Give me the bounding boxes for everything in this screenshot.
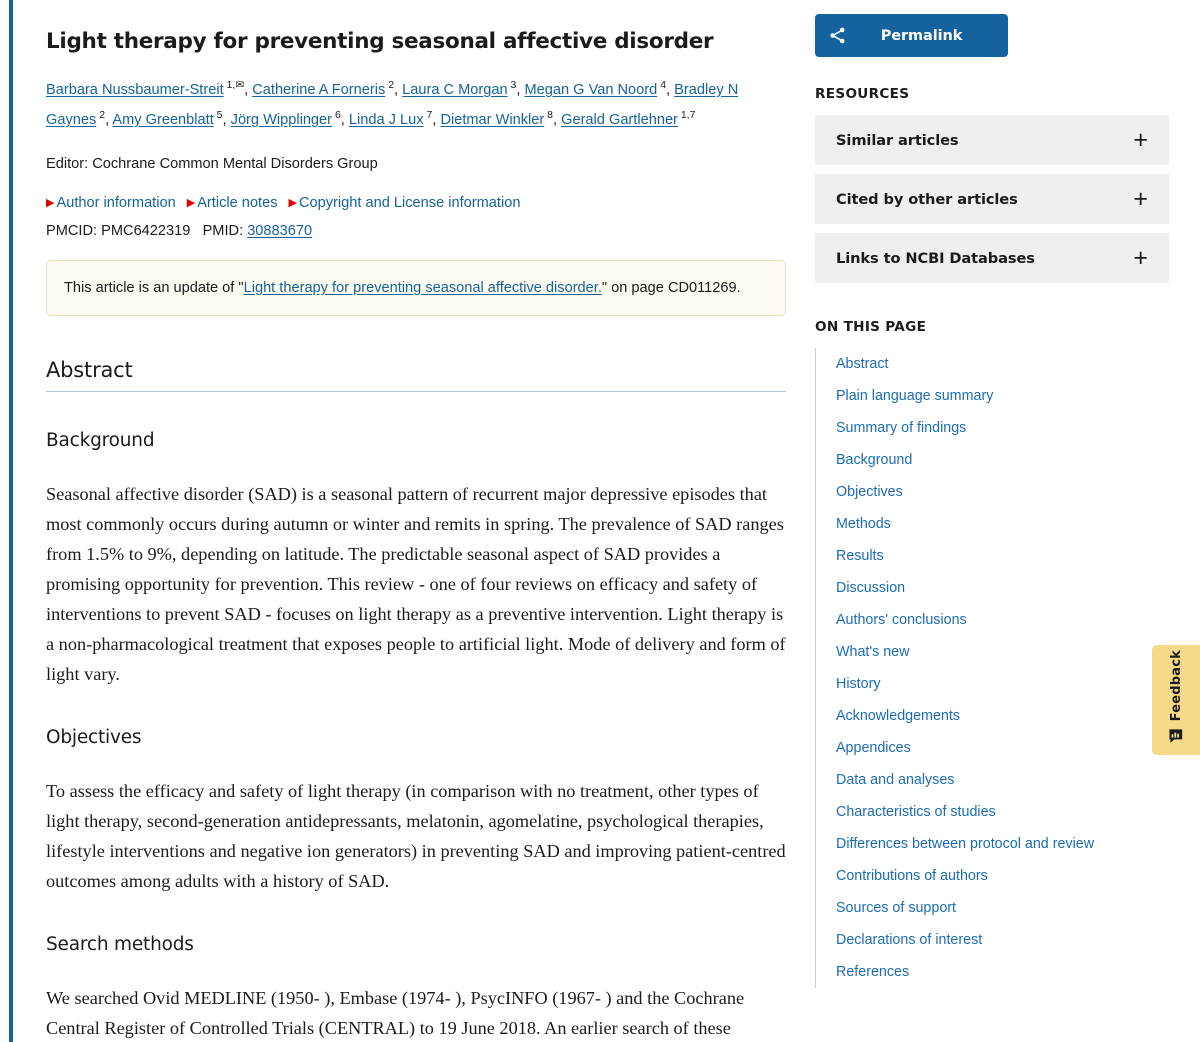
on-this-page-link[interactable]: History [836,676,881,692]
triangle-right-icon: ▶ [186,196,196,209]
pmid-label: PMID: [202,222,244,239]
on-this-page-link[interactable]: What's new [836,644,910,660]
on-this-page-item [816,508,1169,540]
abstract-subheading: Background [46,430,155,452]
author-separator: , [516,81,525,98]
author-separator: , [432,111,441,128]
abstract-body [46,430,786,1042]
author-affiliation-marker: 5 [213,109,223,122]
triangle-right-icon: ▶ [46,196,55,209]
author-link[interactable]: Gerald Gartlehner [561,111,678,128]
author-affiliation-marker: 1,7 [677,109,696,122]
author-link[interactable]: Laura C Morgan [402,81,508,98]
accordion-item[interactable] [815,174,1169,224]
on-this-page-link[interactable]: Summary of findings [836,420,967,436]
author-affiliation-marker: 2 [385,79,395,92]
on-this-page-link[interactable]: Differences between protocol and review [836,836,1095,852]
author-separator: , [105,111,113,128]
on-this-page-item [816,860,1169,892]
on-this-page-item [816,956,1169,988]
on-this-page-item [816,572,1169,604]
on-this-page-link[interactable]: References [836,964,910,980]
abstract-paragraph: Seasonal affective disorder (SAD) is a seasonal pattern of recurrent major depressive episodes that most commonly occurs during autumn or winter and remits in spring. The prevalence of SAD ranges from 1.5% to 9%, depending on latitude. The predictable seasonal aspect of SAD provides a promising opportunity for prevention. This review - one of four reviews on efficacy and safety of interventions to prevent SAD - focuses on light therapy as a preventive intervention. Light therapy is a non-pharmacological treatment that exposes people to artificial light. Mode of delivery and form of light vary. [46,484,786,685]
permalink-button[interactable] [815,14,1008,57]
on-this-page-link[interactable]: Abstract [836,356,889,372]
plus-icon[interactable]: + [1133,125,1148,154]
author-link[interactable]: Linda J Lux [348,111,424,128]
author-separator: , [553,111,562,128]
on-this-page-link[interactable]: Acknowledgements [836,708,960,724]
on-this-page-link[interactable]: Characteristics of studies [836,804,996,820]
on-this-page-item [816,796,1169,828]
author-link[interactable]: Bradley N Gaynes [46,81,739,128]
on-this-page-item [816,604,1169,636]
article-main-column [46,0,786,1042]
on-this-page-item [816,380,1169,412]
accordion-item[interactable] [815,233,1169,283]
chart-bubble-icon [1168,728,1185,750]
on-this-page-link[interactable]: Plain language summary [836,388,994,404]
author-link[interactable]: Megan G Van Noord [524,81,658,98]
on-this-page-item [816,348,1169,380]
triangle-right-icon: ▶ [288,196,297,209]
on-this-page-link[interactable]: Sources of support [836,900,957,916]
accordion-item-label: Links to NCBI Databases [836,249,1035,267]
author-link[interactable]: Catherine A Forneris [252,81,386,98]
author-link[interactable]: Barbara Nussbaumer-Streit [46,81,224,98]
on-this-page-link[interactable]: Methods [836,516,891,532]
author-separator: , [394,81,403,98]
meta-link-label: Author information [56,194,176,211]
author-affiliation-marker: 2 [96,109,106,122]
abstract-paragraph: We searched Ovid MEDLINE (1950- ), Embase (1974- ), PsycINFO (1967- ) and the Cochrane Central Register of Controlled Trials (CENTRAL) to 19 June 2018. An earlier search of these [46,988,745,1039]
abstract-heading: Abstract [46,358,786,392]
on-this-page-item [816,476,1169,508]
author-separator: , [340,111,349,128]
author-separator: , [666,81,675,98]
on-this-page-item [816,732,1169,764]
on-this-page-link[interactable]: Objectives [836,484,903,500]
meta-link[interactable] [289,195,521,211]
on-this-page-nav [815,348,1169,988]
on-this-page-heading: ON THIS PAGE [815,319,927,335]
update-notice-link[interactable]: Light therapy for preventing seasonal affective disorder. [243,279,602,296]
on-this-page-link[interactable]: Background [836,452,913,468]
meta-link-label: Article notes [197,194,278,211]
share-icon [815,26,859,45]
on-this-page-item [816,892,1169,924]
pmcid-label: PMCID: PMC6422319 [46,222,191,239]
accordion-item-label: Cited by other articles [836,190,1018,208]
author-affiliation-marker: 4 [657,79,667,92]
feedback-tab-label: Feedback [1168,650,1184,722]
author-affiliation-marker: 7 [423,109,433,122]
update-notice [46,260,786,316]
author-affiliation-marker: 8 [544,109,553,122]
author-list [46,75,786,135]
author-link[interactable]: Dietmar Winkler [440,111,545,128]
on-this-page-item [816,924,1169,956]
on-this-page-item [816,668,1169,700]
resources-heading: RESOURCES [815,86,910,102]
article-identifiers [46,223,786,239]
pmid-link[interactable]: 30883670 [247,222,313,239]
author-separator: , [244,81,253,98]
update-notice-prefix: This article is an update of " [64,279,244,296]
plus-icon[interactable]: + [1133,184,1148,213]
meta-link[interactable] [46,195,176,211]
abstract-subheading: Objectives [46,727,142,749]
on-this-page-item [816,540,1169,572]
resources-accordion [815,115,1169,283]
permalink-button-label: Permalink [880,27,963,44]
accordion-item[interactable] [815,115,1169,165]
on-this-page-item [816,444,1169,476]
on-this-page-item [816,636,1169,668]
abstract-paragraph: To assess the efficacy and safety of light therapy (in comparison with no treatment, other types of light therapy, second-generation antidepressants, melatonin, agomelatine, psychological therapies, lifestyle interventions and negative ion generators) in preventing SAD and improving patient-centred outcomes among adults with a history of SAD. [46,781,786,892]
on-this-page-link[interactable]: Declarations of interest [836,932,983,948]
on-this-page-link[interactable]: Appendices [836,740,911,756]
author-affiliation-marker: 1,✉ [223,79,245,92]
page-title: Light therapy for preventing seasonal affective disorder [46,29,714,54]
on-this-page-item [816,764,1169,796]
on-this-page-item [816,412,1169,444]
author-link[interactable]: Amy Greenblatt [112,111,214,128]
on-this-page-link[interactable]: Authors' conclusions [836,612,967,628]
on-this-page-item [816,700,1169,732]
on-this-page-link[interactable]: Results [836,548,884,564]
abstract-subheading: Search methods [46,934,194,956]
left-accent-rail [9,0,13,1042]
accordion-item-label: Similar articles [836,131,959,149]
author-separator: , [222,111,231,128]
author-link[interactable]: Jörg Wipplinger [230,111,333,128]
article-meta-links [46,195,786,211]
on-this-page-link[interactable]: Discussion [836,580,906,596]
author-affiliation-marker: 6 [332,109,341,122]
meta-link-label: Copyright and License information [298,194,521,211]
editor-line: Editor: Cochrane Common Mental Disorders Group [46,155,378,172]
meta-link[interactable] [187,195,278,211]
right-sidebar [815,0,1169,1004]
author-affiliation-marker: 3 [507,79,517,92]
update-notice-suffix: " on page CD011269. [601,279,741,296]
on-this-page-link[interactable]: Contributions of authors [836,868,988,884]
feedback-tab[interactable] [1152,645,1200,755]
on-this-page-item [816,828,1169,860]
plus-icon[interactable]: + [1133,243,1148,272]
on-this-page-link[interactable]: Data and analyses [836,772,955,788]
